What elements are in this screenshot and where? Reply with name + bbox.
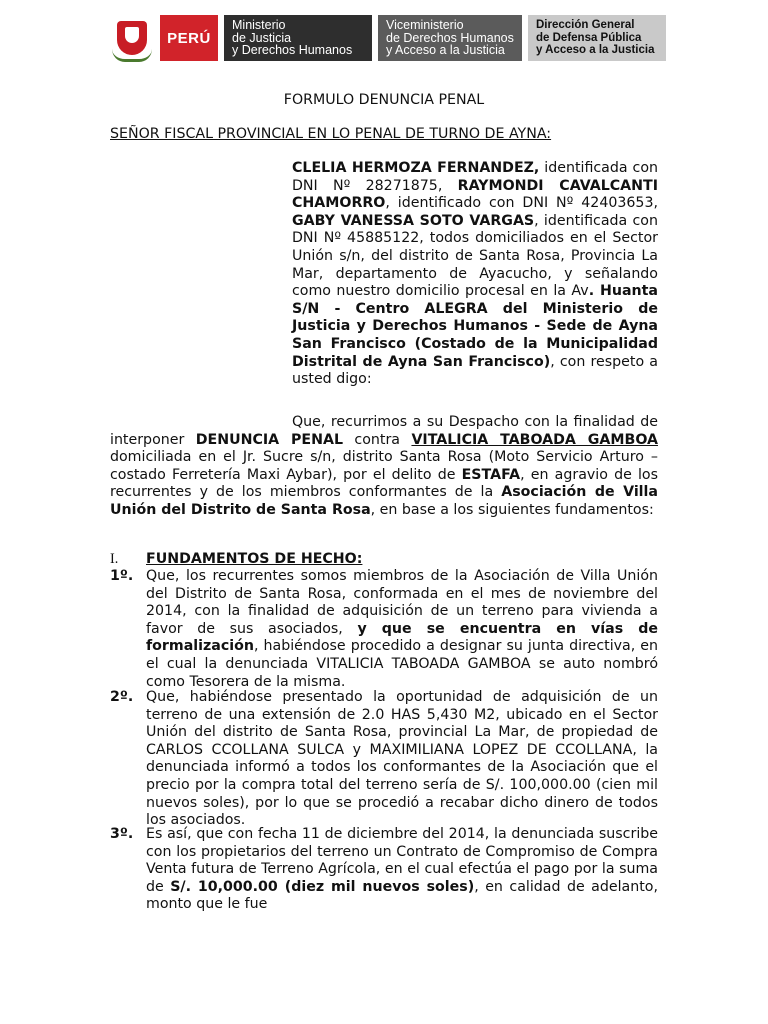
direction-line-2: de Defensa Pública — [536, 31, 642, 44]
peru-logo: PERÚ — [160, 15, 218, 61]
item-number: 3º. — [110, 826, 134, 842]
header-logos — [110, 15, 666, 61]
item-text: Es así, que con fecha 11 de diciembre del 2014, la denunciada suscribe con los propietarios del terreno un Contrato de Compromiso de Compra Venta futura de Terreno Agrícola, en el cual efectúa el pago por la suma de S/. 10,000.00 (diez mil nuevos soles), en calidad de adelanto, monto que le fue — [146, 826, 658, 913]
addressee-line: SEÑOR FISCAL PROVINCIAL EN LO PENAL DE TURNO DE AYNA: — [110, 126, 552, 142]
peru-coat-of-arms-logo — [110, 15, 154, 61]
section-title: FUNDAMENTOS DE HECHO: — [146, 551, 363, 567]
item-number: 2º. — [110, 689, 134, 705]
direction-logo — [528, 15, 666, 61]
document-title: FORMULO DENUNCIA PENAL — [283, 92, 485, 108]
vice-line-3: y Acceso a la Justicia — [386, 43, 505, 58]
list-item — [110, 826, 658, 914]
vice-line-2: de Derechos Humanos — [386, 30, 514, 45]
direction-line-3: y Acceso a la Justicia — [536, 44, 655, 57]
ministry-line-1: Ministerio — [232, 18, 286, 33]
ministry-logo — [224, 15, 372, 61]
item-text: Que, habiéndose presentado la oportunidad de adquisición de un terreno de una extensión de 2.0 HAS 5,430 M2, ubicado en el Sector Unión del distrito de Santa Rosa, provincial La Mar, de propiedad de CARLOS CCOLLANA SULCA y MAXIMILIANA LOPEZ DE CCOLLANA, la denunciada informó a todos los conformantes de la Asociación que el precio por la compra total del terreno sería de S/. 100,000.00 (cien mil nuevos soles), por lo que se procedió a recabar dicho dinero de todos los asociados. — [146, 689, 658, 829]
list-item — [110, 568, 658, 691]
direction-line-1: Dirección General — [536, 19, 635, 32]
complaint-paragraph: Que, recurrimos a su Despacho con la finalidad de interponer DENUNCIA PENAL contra VITALICIA TABOADA GAMBOA domiciliada en el Jr. Sucre s/n, distrito Santa Rosa (Moto Servicio Arturo – costado Ferretería Maxi Aybar), por el delito de ESTAFA, en agravio de los recurrentes y de los miembros conformantes de la Asociación de Villa Unión del Distrito de Santa Rosa, en base a los siguientes fundamentos: — [110, 414, 659, 518]
ministry-line-3: y Derechos Humanos — [232, 43, 353, 58]
viceministry-logo — [378, 15, 522, 61]
section-heading — [110, 551, 658, 569]
item-text: Que, los recurrentes somos miembros de la Asociación de Villa Unión del Distrito de Santa Rosa, conformada en el mes de noviembre del 2014, con la finalidad de adquisición de un terreno para vivienda a favor de sus asociados, y que se encuentra en vías de formalización, habiéndose procedido a designar su junta directiva, en el cual la denunciada VITALICIA TABOADA GAMBOA se auto nombró como Tesorera de la misma. — [146, 568, 658, 690]
item-number: 1º. — [110, 568, 134, 584]
list-item — [110, 689, 658, 830]
intro-paragraph: CLELIA HERMOZA FERNANDEZ, identificada con DNI Nº 28271875, RAYMONDI CAVALCANTI CHAMORRO, identificado con DNI Nº 42403653, GABY VANESSA SOTO VARGAS, identificada con DNI Nº 45885122, todos domiciliados en el Sector Unión s/n, del distrito de Santa Rosa, Provincia La Mar, departamento de Ayacucho, y señalando como nuestro domicilio procesal en la Av. Huanta S/N - Centro ALEGRA del Ministerio de Justicia y Derechos Humanos - Sede de Ayna San Francisco (Costado de la Municipalidad Distrital de Ayna San Francisco), con respeto a usted digo: — [292, 160, 658, 388]
ministry-line-2: de Justicia — [232, 30, 292, 45]
section-number: I. — [110, 551, 119, 567]
vice-line-1: Viceministerio — [386, 18, 464, 33]
